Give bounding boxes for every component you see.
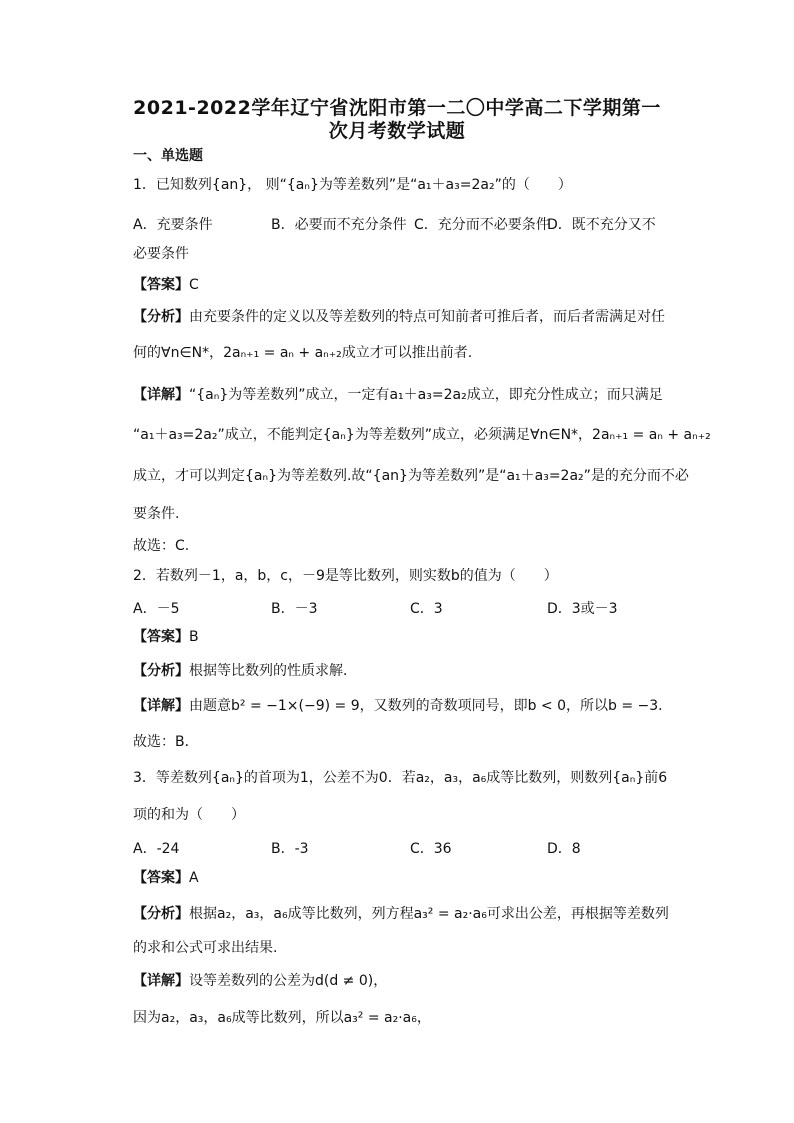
q1-answer: [133, 276, 661, 294]
q2-answer: [133, 628, 661, 646]
q1-option-d-continued: 必要条件: [133, 246, 189, 262]
q2-analysis: [133, 662, 661, 680]
q1-option-a: A．充要条件: [133, 217, 213, 233]
detail-label: 【详解】: [133, 698, 189, 714]
q3-detail-line-1: [133, 972, 661, 990]
q1-option-d: D．既不充分又不: [547, 217, 656, 233]
q3-stem-line-1: 3．等差数列{aₙ}的首项为1，公差不为0．若a₂，a₃，a₆成等比数列，则数列{aₙ}前6: [133, 770, 668, 786]
q1-detail-line-2: “a₁＋a₃=2a₂”成立，不能判定{aₙ}为等差数列”成立，必须满足∀n∈N*，2aₙ₊₁ = aₙ + aₙ₊₂: [133, 427, 711, 443]
q2-stem: 2．若数列－1，a，b，c，－9是等比数列，则实数b的值为（ ）: [133, 568, 558, 584]
q1-stem: 1．已知数列{an}， 则“{aₙ}为等差数列”是“a₁＋a₃=2a₂”的（ ）: [133, 177, 572, 193]
q1-choice: 故选：C.: [133, 538, 190, 554]
q2-choice: 故选：B．: [133, 734, 199, 750]
answer-value: B: [189, 629, 199, 645]
analysis-text: 根据等比数列的性质求解．: [189, 663, 357, 679]
answer-label: 【答案】: [133, 629, 189, 645]
section-heading: 一、单选题: [133, 148, 203, 164]
answer-value: C: [189, 277, 199, 293]
title-line-1: 2021-2022学年辽宁省沈阳市第一二〇中学高二下学期第一: [133, 97, 661, 119]
q3-option-b: B．-3: [271, 841, 309, 857]
detail-text: 设等差数列的公差为d(d ≠ 0)，: [189, 973, 388, 989]
answer-label: 【答案】: [133, 870, 189, 886]
title-line-2: 次月考数学试题: [328, 120, 466, 142]
answer-label: 【答案】: [133, 277, 189, 293]
analysis-text: 由充要条件的定义以及等差数列的特点可知前者可推后者，而后者需满足对任: [189, 309, 665, 325]
q1-option-c: C．充分而不必要条件: [414, 217, 550, 233]
q2-option-b: B．－3: [271, 601, 318, 617]
q1-analysis-line-1: [133, 308, 665, 326]
q2-option-c: C．3: [410, 601, 443, 617]
q1-detail-line-4: 要条件.: [133, 506, 180, 522]
detail-text: “{aₙ}为等差数列”成立，一定有a₁＋a₃=2a₂成立，即充分性成立；而只满足: [189, 387, 663, 403]
analysis-label: 【分析】: [133, 309, 189, 325]
q3-analysis-line-2: 的求和公式可求出结果.: [133, 940, 278, 956]
analysis-text: 根据a₂，a₃，a₆成等比数列，列方程a₃² = a₂·a₆可求出公差，再根据等差数列: [189, 906, 669, 922]
q3-option-a: A．-24: [133, 841, 180, 857]
q2-detail: [133, 697, 673, 715]
q2-option-a: A．－5: [133, 601, 180, 617]
q1-detail-line-3: 成立，才可以判定{aₙ}为等差数列.故“{an}为等差数列”是“a₁＋a₃=2a₂”是的充分而不必: [133, 468, 689, 484]
q1-detail-line-1: [133, 386, 661, 404]
analysis-label: 【分析】: [133, 663, 189, 679]
detail-label: 【详解】: [133, 387, 189, 403]
q3-analysis-line-1: [133, 905, 669, 923]
q1-analysis-line-2: 何的∀n∈N*，2aₙ₊₁ = aₙ + aₙ₊₂成立才可以推出前者.: [133, 345, 473, 361]
q1-option-b: B．必要而不充分条件: [271, 217, 407, 233]
q3-stem-line-2: 项的和为（ ）: [133, 807, 245, 823]
q3-option-c: C．36: [410, 841, 452, 857]
q3-option-d: D．8: [547, 841, 581, 857]
detail-label: 【详解】: [133, 973, 189, 989]
q3-detail-line-2: 因为a₂，a₃，a₆成等比数列，所以a₃² = a₂·a₆，: [133, 1010, 431, 1026]
q3-answer: [133, 869, 661, 887]
answer-value: A: [189, 870, 199, 886]
detail-text: 由题意b² = −1×(−9) = 9，又数列的奇数项同号，即b < 0，所以b = −3．: [189, 698, 673, 714]
q2-option-d: D．3或－3: [547, 601, 618, 617]
analysis-label: 【分析】: [133, 906, 189, 922]
